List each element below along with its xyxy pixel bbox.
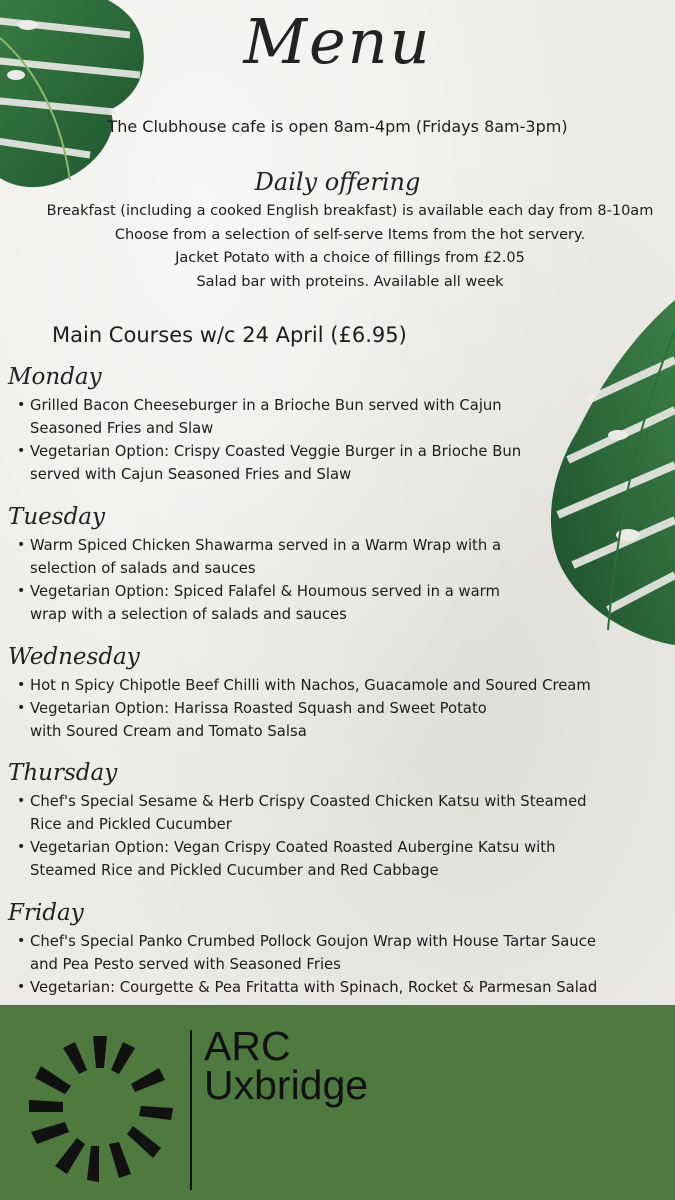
day-section-tuesday [10, 502, 501, 626]
menu-item: • Hot n Spicy Chipotle Beef Chilli with Nachos, Guacamole and Soured Cream [10, 674, 591, 697]
daily-offering-heading: Daily offering [254, 168, 421, 196]
day-section-friday [10, 898, 597, 999]
menu-title: Menu [243, 5, 432, 78]
brand-line: Uxbridge [204, 1062, 369, 1108]
brand-line: ARC [204, 1023, 291, 1069]
daily-line: Jacket Potato with a choice of fillings from £2.05 [175, 250, 525, 266]
logo-divider [190, 1030, 192, 1190]
menu-item: • Warm Spiced Chicken Shawarma served in a Warm Wrap with a selection of salads and sauces [10, 534, 501, 580]
main-courses-heading: Main Courses w/c 24 April (£6.95) [52, 323, 407, 347]
menu-item: • Vegetarian Option: Vegan Crispy Coated Roasted Aubergine Katsu with Steamed Rice and Pickled Cucumber and Red Cabbage [10, 836, 587, 882]
day-name: Friday [8, 900, 84, 926]
daily-offering-list [0, 200, 675, 294]
opening-hours: The Clubhouse cafe is open 8am-4pm (Fridays 8am-3pm) [107, 117, 568, 136]
daily-line: Choose from a selection of self-serve Items from the hot servery. [114, 226, 586, 243]
day-section-monday [10, 362, 521, 486]
menu-item: • Grilled Bacon Cheeseburger in a Brioche Bun served with Cajun Seasoned Fries and Slaw [10, 394, 521, 440]
day-name: Monday [8, 364, 102, 390]
menu-item: • Vegetarian Option: Harissa Roasted Squash and Sweet Potato with Soured Cream and Tomato Salsa [10, 697, 591, 743]
daily-line: Breakfast (including a cooked English breakfast) is available each day from 8-10am [46, 203, 654, 219]
menu-item: • Vegetarian Option: Crispy Coasted Veggie Burger in a Brioche Bun served with Cajun Seasoned Fries and Slaw [10, 440, 521, 486]
day-name: Thursday [8, 760, 118, 786]
brand-name [204, 1023, 369, 1108]
menu-item: • Vegetarian: Courgette & Pea Fritatta with Spinach, Rocket & Parmesan Salad [10, 976, 597, 999]
menu-item: • Vegetarian Option: Spiced Falafel & Houmous served in a warm wrap with a selection of salads and sauces [10, 580, 501, 626]
arc-logo-icon [26, 1033, 176, 1183]
day-name: Wednesday [8, 644, 140, 670]
daily-line: Salad bar with proteins. Available all week [196, 273, 504, 290]
day-section-wednesday [10, 642, 591, 743]
footer-banner [0, 1005, 675, 1200]
monstera-leaf-icon [548, 300, 675, 645]
menu-item: • Chef's Special Sesame & Herb Crispy Coasted Chicken Katsu with Steamed Rice and Pickled Cucumber [10, 790, 587, 836]
menu-item: • Chef's Special Panko Crumbed Pollock Goujon Wrap with House Tartar Sauce and Pea Pesto served with Seasoned Fries [10, 930, 597, 976]
day-section-thursday [10, 758, 587, 882]
day-name: Tuesday [8, 504, 105, 530]
